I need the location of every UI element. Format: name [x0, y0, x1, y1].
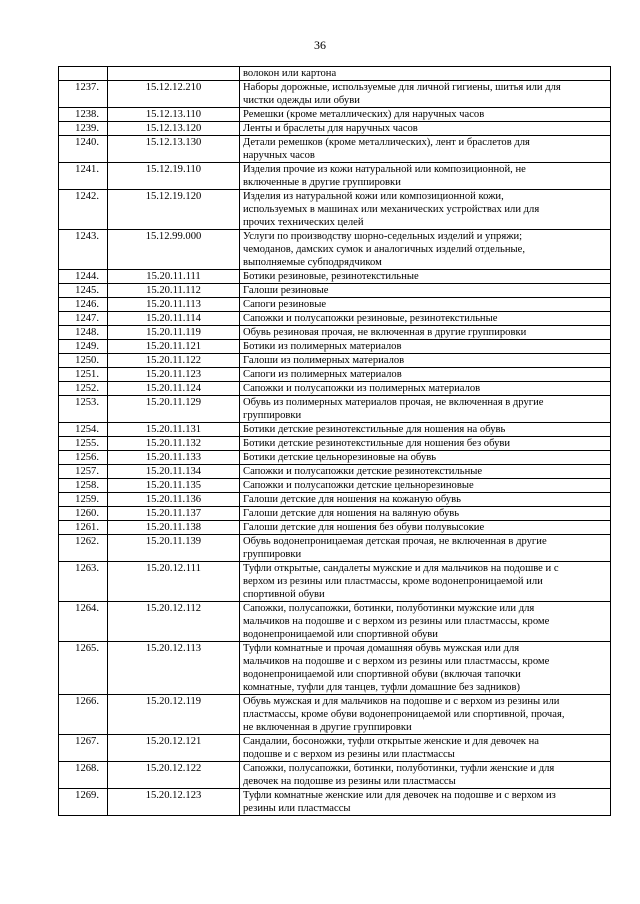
okpd-code: 15.20.11.138	[108, 521, 240, 535]
description-line: Сапожки и полусапожки детские резинотекстильные	[243, 466, 483, 477]
row-number: 1238.	[59, 108, 108, 122]
description-line: Туфли комнатные женские или для девочек на подошве и с верхом из	[243, 790, 556, 801]
table-row	[59, 382, 611, 396]
table-row	[59, 437, 611, 451]
okpd-code: 15.12.99.000	[108, 230, 240, 270]
table-row	[59, 163, 611, 190]
okpd-code: 15.20.11.129	[108, 396, 240, 423]
okpd-code: 15.12.13.130	[108, 136, 240, 163]
table-row	[59, 136, 611, 163]
description-line: Изделия из натуральной кожи или композиционной кожи,	[243, 191, 504, 202]
okpd-code: 15.20.12.122	[108, 762, 240, 789]
table-row	[59, 602, 611, 642]
table-row	[59, 695, 611, 735]
okpd-code	[108, 67, 240, 81]
okpd-code: 15.20.11.139	[108, 535, 240, 562]
row-number: 1250.	[59, 354, 108, 368]
description-line: группировки	[243, 410, 302, 421]
table-row	[59, 642, 611, 695]
row-number: 1245.	[59, 284, 108, 298]
description-line: Обувь из полимерных материалов прочая, не включенная в другие	[243, 397, 544, 408]
description-line: Сапоги из полимерных материалов	[243, 369, 402, 380]
description-cell	[240, 642, 611, 695]
description-line: прочих технических целей	[243, 217, 364, 228]
table-row	[59, 535, 611, 562]
row-number: 1249.	[59, 340, 108, 354]
okpd-code: 15.20.11.114	[108, 312, 240, 326]
table-row	[59, 735, 611, 762]
description-line: группировки	[243, 549, 302, 560]
description-line: чемоданов, дамских сумок и аналогичных изделий отдельные,	[243, 244, 526, 255]
description-cell	[240, 695, 611, 735]
table-row	[59, 270, 611, 284]
description-line: водонепроницаемой или спортивной обуви	[243, 629, 438, 640]
table-row	[59, 230, 611, 270]
description-line: Обувь резиновая прочая, не включенная в другие группировки	[243, 327, 527, 338]
description-line: Наборы дорожные, используемые для личной гигиены, шитья или для	[243, 82, 561, 93]
table-row	[59, 67, 611, 81]
description-cell	[240, 81, 611, 108]
description-line: Сапожки и полусапожки из полимерных материалов	[243, 383, 481, 394]
table-row	[59, 122, 611, 136]
description-line: волокон или картона	[243, 68, 337, 79]
description-cell	[240, 190, 611, 230]
description-cell	[240, 521, 611, 535]
description-line: Туфли комнатные и прочая домашняя обувь мужская или для	[243, 643, 520, 654]
description-line: Изделия прочие из кожи натуральной или композиционной, не	[243, 164, 526, 175]
classification-table	[58, 66, 611, 816]
table-row	[59, 493, 611, 507]
description-cell	[240, 67, 611, 81]
okpd-code: 15.20.11.137	[108, 507, 240, 521]
description-cell	[240, 340, 611, 354]
description-line: Обувь водонепроницаемая детская прочая, не включенная в другие	[243, 536, 547, 547]
description-cell	[240, 368, 611, 382]
table-row	[59, 562, 611, 602]
description-line: пластмассы, кроме обуви водонепроницаемой или спортивной, прочая,	[243, 709, 565, 720]
description-cell	[240, 465, 611, 479]
okpd-code: 15.12.13.120	[108, 122, 240, 136]
row-number: 1266.	[59, 695, 108, 735]
description-line: включенные в другие группировки	[243, 177, 401, 188]
description-cell	[240, 437, 611, 451]
description-line: подошве и с верхом из резины или пластмассы	[243, 749, 455, 760]
row-number: 1248.	[59, 326, 108, 340]
okpd-code: 15.20.11.133	[108, 451, 240, 465]
description-cell	[240, 136, 611, 163]
table-row	[59, 465, 611, 479]
description-line: водонепроницаемой или спортивной обуви (включая тапочки	[243, 669, 521, 680]
table-row	[59, 312, 611, 326]
okpd-code: 15.20.11.123	[108, 368, 240, 382]
description-line: чистки одежды или обуви	[243, 95, 360, 106]
table-row	[59, 326, 611, 340]
table-row	[59, 507, 611, 521]
description-cell	[240, 423, 611, 437]
description-cell	[240, 451, 611, 465]
description-line: Сапожки, полусапожки, ботинки, полуботинки, туфли женские и для	[243, 763, 555, 774]
table-row	[59, 423, 611, 437]
row-number: 1261.	[59, 521, 108, 535]
table-row	[59, 190, 611, 230]
okpd-code: 15.20.11.136	[108, 493, 240, 507]
row-number: 1264.	[59, 602, 108, 642]
description-line: девочек на подошве из резины или пластмассы	[243, 776, 456, 787]
table-row	[59, 284, 611, 298]
okpd-code: 15.20.11.124	[108, 382, 240, 396]
description-line: Ленты и браслеты для наручных часов	[243, 123, 418, 134]
description-line: Ботики резиновые, резинотекстильные	[243, 271, 419, 282]
okpd-code: 15.20.11.112	[108, 284, 240, 298]
description-line: Сапожки и полусапожки резиновые, резинотекстильные	[243, 313, 498, 324]
row-number: 1254.	[59, 423, 108, 437]
okpd-code: 15.20.12.123	[108, 789, 240, 816]
row-number: 1247.	[59, 312, 108, 326]
okpd-code: 15.20.12.119	[108, 695, 240, 735]
description-line: Ботики из полимерных материалов	[243, 341, 402, 352]
okpd-code: 15.20.12.112	[108, 602, 240, 642]
description-cell	[240, 270, 611, 284]
description-cell	[240, 789, 611, 816]
okpd-code: 15.12.12.210	[108, 81, 240, 108]
description-line: Ремешки (кроме металлических) для наручных часов	[243, 109, 485, 120]
description-cell	[240, 762, 611, 789]
okpd-code: 15.20.11.121	[108, 340, 240, 354]
description-line: Ботики детские резинотекстильные для ношения на обувь	[243, 424, 506, 435]
description-line: Сандалии, босоножки, туфли открытые женские и для девочек на	[243, 736, 539, 747]
description-cell	[240, 284, 611, 298]
okpd-code: 15.20.12.111	[108, 562, 240, 602]
description-line: выполняемые субподрядчиком	[243, 257, 382, 268]
row-number: 1263.	[59, 562, 108, 602]
row-number: 1256.	[59, 451, 108, 465]
table-row	[59, 298, 611, 312]
table-row	[59, 479, 611, 493]
okpd-code: 15.20.12.121	[108, 735, 240, 762]
table-row	[59, 81, 611, 108]
description-cell	[240, 230, 611, 270]
description-cell	[240, 354, 611, 368]
description-cell	[240, 535, 611, 562]
description-cell	[240, 735, 611, 762]
okpd-code: 15.20.11.122	[108, 354, 240, 368]
description-cell	[240, 602, 611, 642]
description-cell	[240, 382, 611, 396]
row-number: 1251.	[59, 368, 108, 382]
row-number: 1267.	[59, 735, 108, 762]
row-number: 1242.	[59, 190, 108, 230]
description-cell	[240, 507, 611, 521]
description-line: Ботики детские резинотекстильные для ношения без обуви	[243, 438, 511, 449]
okpd-code: 15.12.19.120	[108, 190, 240, 230]
description-line: наручных часов	[243, 150, 315, 161]
row-number: 1262.	[59, 535, 108, 562]
description-line: Услуги по производству шорно-седельных изделий и упряжи;	[243, 231, 523, 242]
row-number: 1260.	[59, 507, 108, 521]
row-number: 1237.	[59, 81, 108, 108]
row-number: 1259.	[59, 493, 108, 507]
table-row	[59, 340, 611, 354]
table-row	[59, 368, 611, 382]
description-line: Ботики детские цельнорезиновые на обувь	[243, 452, 437, 463]
okpd-code: 15.20.11.113	[108, 298, 240, 312]
description-line: Галоши резиновые	[243, 285, 329, 296]
table-row	[59, 354, 611, 368]
description-line: комнатные, туфли для танцев, туфли домашние без задников)	[243, 682, 521, 693]
description-line: Сапоги резиновые	[243, 299, 327, 310]
description-line: Туфли открытые, сандалеты мужские и для мальчиков на подошве и с	[243, 563, 559, 574]
okpd-code: 15.20.12.113	[108, 642, 240, 695]
description-line: используемых в машинах или механических устройствах или для	[243, 204, 540, 215]
row-number: 1252.	[59, 382, 108, 396]
table-row	[59, 451, 611, 465]
description-line: мальчиков на подошве и с верхом из резины или пластмассы, кроме	[243, 656, 550, 667]
row-number: 1253.	[59, 396, 108, 423]
description-cell	[240, 122, 611, 136]
description-cell	[240, 493, 611, 507]
description-cell	[240, 108, 611, 122]
description-line: спортивной обуви	[243, 589, 325, 600]
table-row	[59, 789, 611, 816]
description-line: мальчиков на подошве и с верхом из резины или пластмассы, кроме	[243, 616, 550, 627]
row-number: 1240.	[59, 136, 108, 163]
table-row	[59, 108, 611, 122]
row-number: 1257.	[59, 465, 108, 479]
okpd-code: 15.20.11.134	[108, 465, 240, 479]
table-row	[59, 396, 611, 423]
description-line: Галоши детские для ношения без обуви полувысокие	[243, 522, 485, 533]
row-number: 1268.	[59, 762, 108, 789]
row-number	[59, 67, 108, 81]
description-line: Сапожки и полусапожки детские цельнорезиновые	[243, 480, 474, 491]
okpd-code: 15.20.11.132	[108, 437, 240, 451]
description-cell	[240, 479, 611, 493]
row-number: 1239.	[59, 122, 108, 136]
row-number: 1265.	[59, 642, 108, 695]
row-number: 1243.	[59, 230, 108, 270]
row-number: 1246.	[59, 298, 108, 312]
row-number: 1269.	[59, 789, 108, 816]
row-number: 1244.	[59, 270, 108, 284]
row-number: 1255.	[59, 437, 108, 451]
page-number: 36	[314, 38, 326, 52]
description-line: Галоши детские для ношения на кожаную обувь	[243, 494, 461, 505]
description-line: Галоши детские для ношения на валяную обувь	[243, 508, 460, 519]
okpd-code: 15.12.19.110	[108, 163, 240, 190]
okpd-code: 15.20.11.111	[108, 270, 240, 284]
table-row	[59, 521, 611, 535]
row-number: 1241.	[59, 163, 108, 190]
description-cell	[240, 298, 611, 312]
description-line: не включенная в другие группировки	[243, 722, 412, 733]
description-line: Обувь мужская и для мальчиков на подошве и с верхом из резины или	[243, 696, 560, 707]
description-line: верхом из резины или пластмассы, кроме водонепроницаемой или	[243, 576, 543, 587]
table-body	[59, 67, 611, 816]
description-cell	[240, 326, 611, 340]
okpd-code: 15.20.11.119	[108, 326, 240, 340]
row-number: 1258.	[59, 479, 108, 493]
description-line: Галоши из полимерных материалов	[243, 355, 405, 366]
description-cell	[240, 396, 611, 423]
okpd-code: 15.20.11.131	[108, 423, 240, 437]
okpd-code: 15.12.13.110	[108, 108, 240, 122]
description-line: Детали ремешков (кроме металлических), лент и браслетов для	[243, 137, 530, 148]
description-cell	[240, 312, 611, 326]
description-line: резины или пластмассы	[243, 803, 351, 814]
description-cell	[240, 562, 611, 602]
description-cell	[240, 163, 611, 190]
okpd-code: 15.20.11.135	[108, 479, 240, 493]
table-row	[59, 762, 611, 789]
description-line: Сапожки, полусапожки, ботинки, полуботинки мужские или для	[243, 603, 535, 614]
